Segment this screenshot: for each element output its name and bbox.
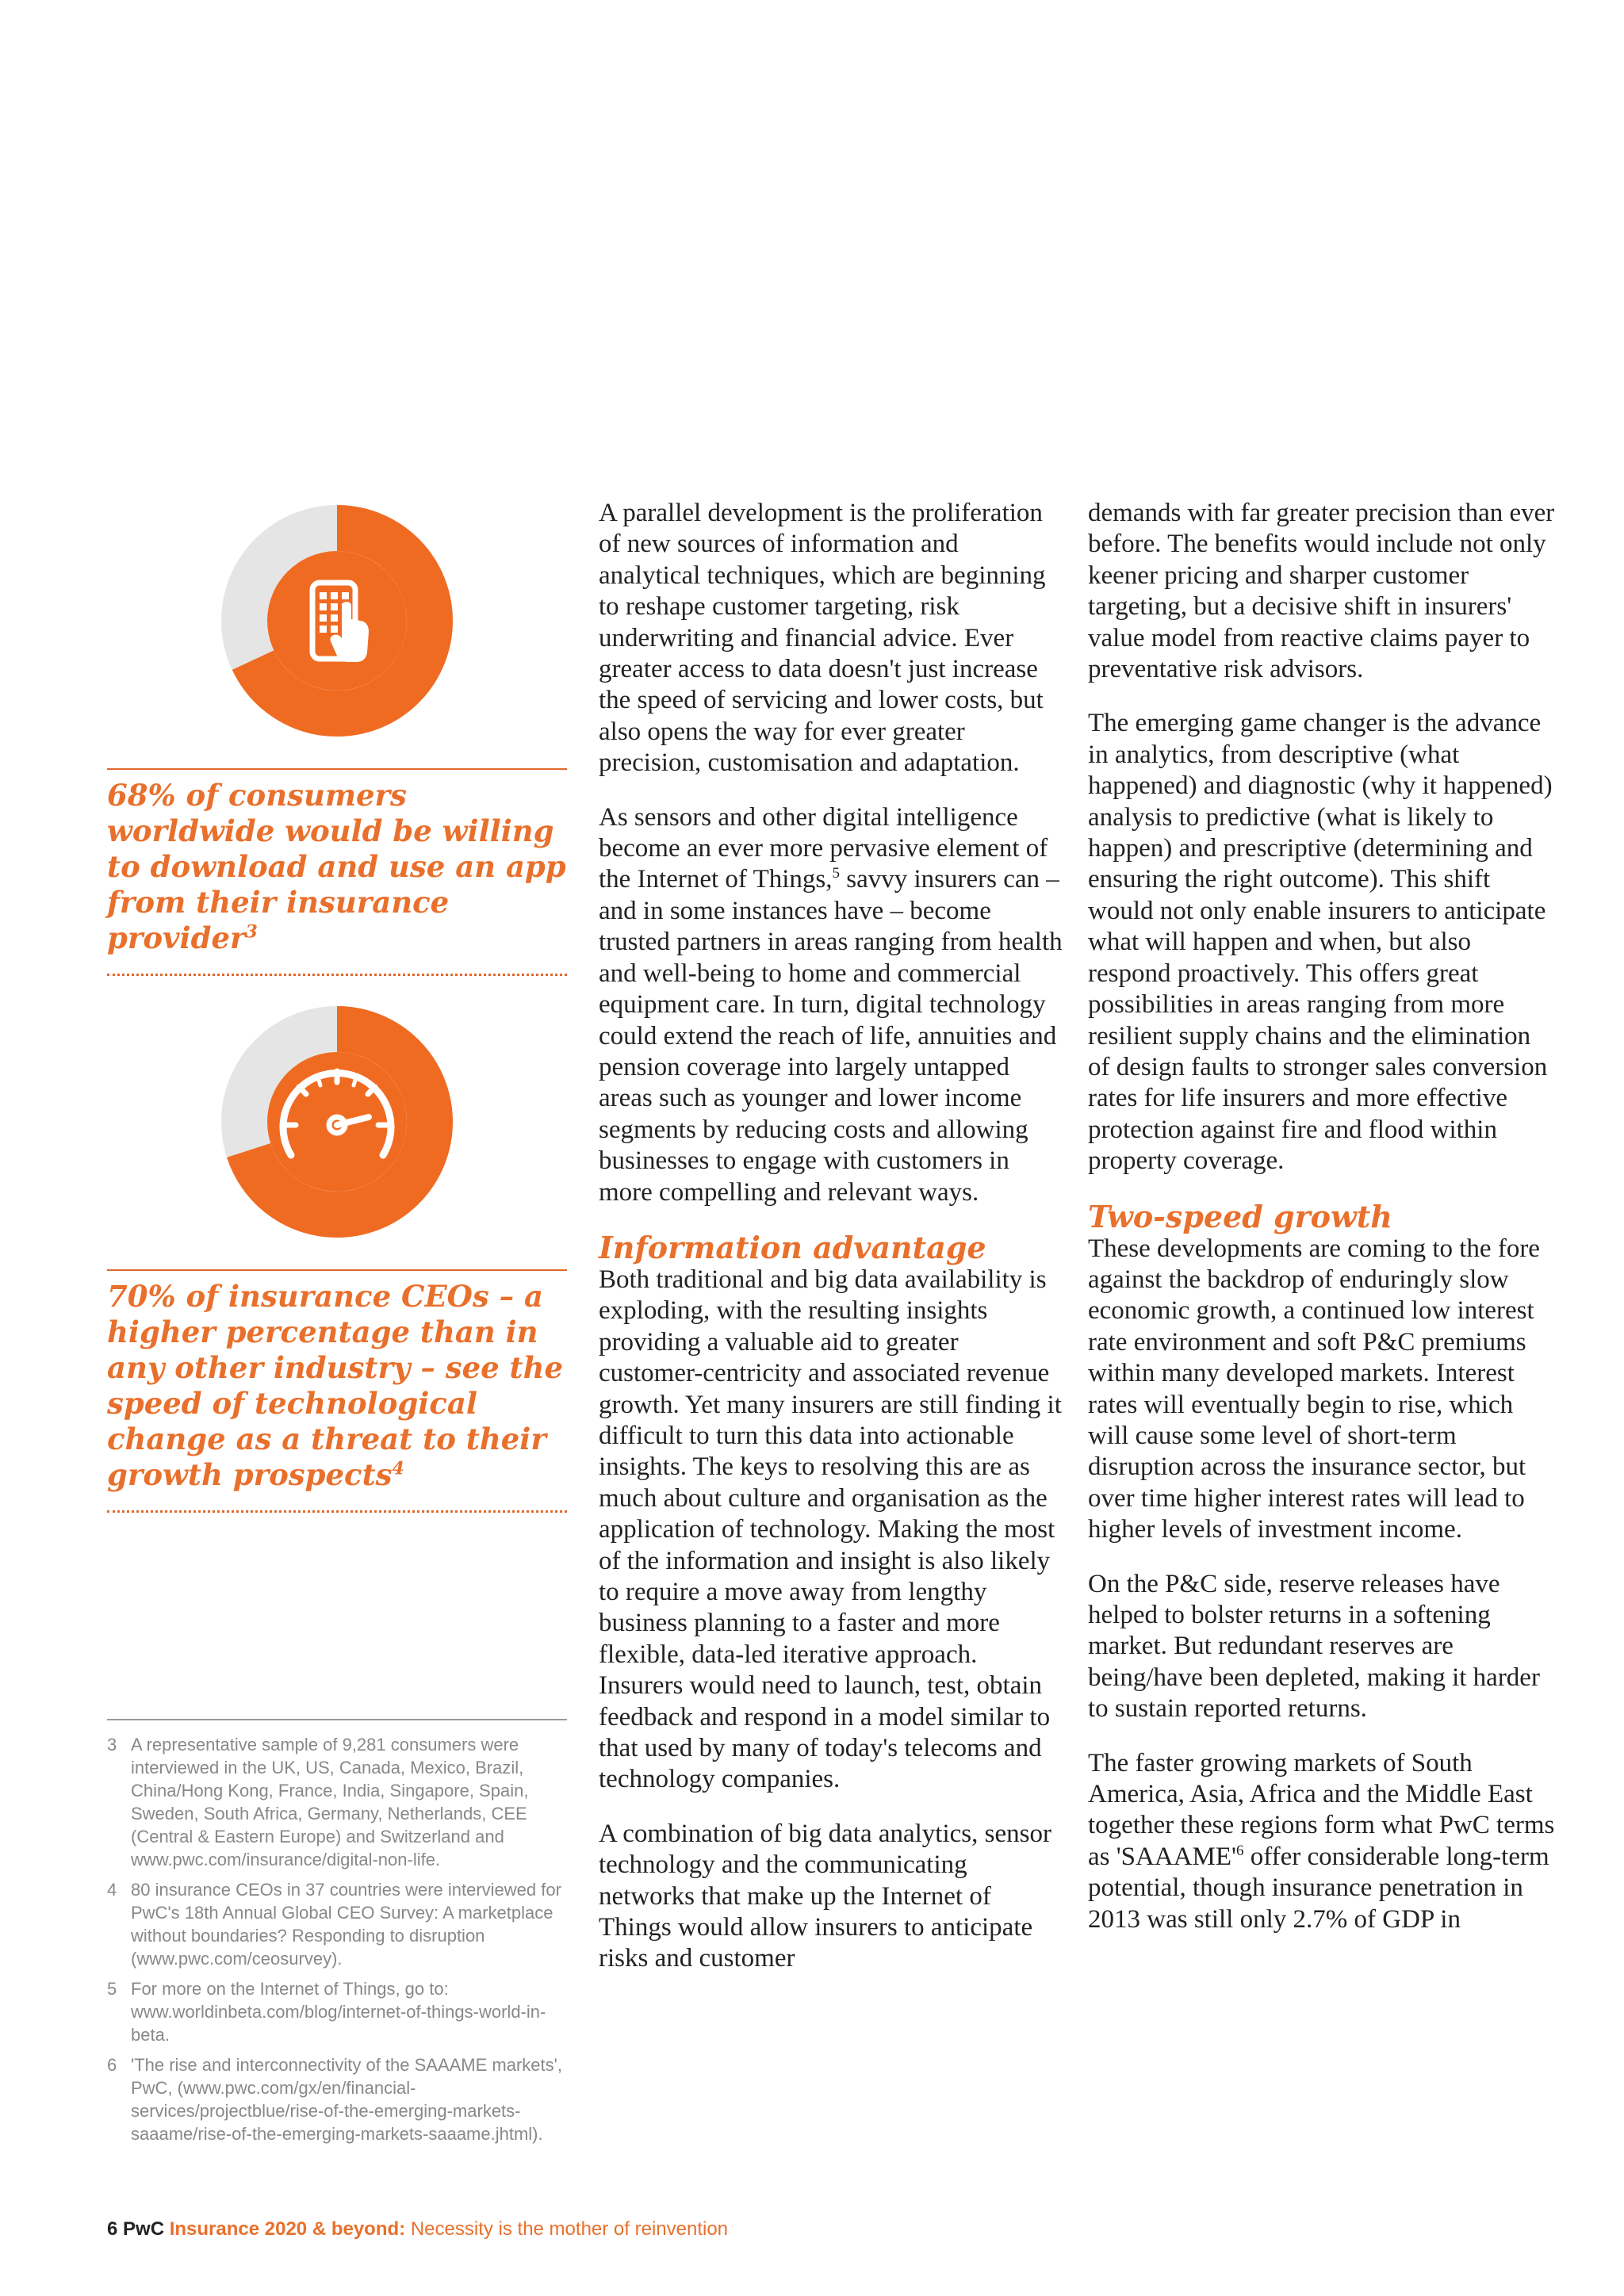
- rule-top: [107, 768, 567, 770]
- paragraph: These developments are coming to the fore against the backdrop of enduringly slow economic growth, a continued low interest rate environment and soft P&C premiums within many developed markets. Interest rates will eventually begin to rise, which will cause some level of short-term disruption across the insurance sector, but over time higher interest rates will lead to higher levels of investment income.: [1088, 1234, 1540, 1544]
- stat-callout-ceos: [107, 1269, 567, 1513]
- paragraph: [1088, 1748, 1556, 1935]
- paragraph: [599, 802, 1067, 1208]
- body-column-right: [1088, 498, 1556, 1958]
- footnote-ref-5[interactable]: 5: [832, 865, 840, 882]
- body-column-middle: [599, 498, 1067, 1998]
- report-subtitle: Necessity is the mother of reinvention: [410, 2218, 729, 2240]
- footnote-text: 80 insurance CEOs in 37 countries were interviewed for PwC's 18th Annual Global CEO Survey: A marketplace without boundaries? Responding to disruption (www.pwc.com/ceosurvey).: [131, 1880, 561, 1969]
- brand-name: PwC: [123, 2218, 165, 2240]
- footnote-number: 6: [107, 2055, 117, 2075]
- footnote-number: 4: [107, 1880, 117, 1900]
- paragraph: A parallel development is the proliferation of new sources of information and analytical techniques, which are beginning to reshape customer targeting, risk underwriting and financial advice. Ever greater access to data doesn't just increase the speed of servicing and lower costs, but also opens the way for ever greater precision, customisation and adaptation.: [599, 499, 1046, 778]
- rule-top: [107, 1269, 567, 1271]
- report-title: Insurance 2020 & beyond:: [169, 2218, 406, 2240]
- section-heading-information-advantage: Information advantage: [599, 1229, 986, 1265]
- paragraph: demands with far greater precision than ever before. The benefits would include not only keener pricing and sharper customer targeting, but a decisive shift in insurers' value model from reactive claims payer to preventative risk advisors.: [1088, 499, 1555, 684]
- footnote-ref-3[interactable]: 3: [245, 921, 258, 943]
- paragraph-text: The faster growing markets of South America, Asia, Africa and the Middle East together these regions form what PwC terms as 'SAAAME': [1088, 1748, 1555, 1871]
- paragraph-text: savvy insurers can – and in some instances have – become trusted partners in areas ranging from health and well-being to home and commercial equipment care. In turn, digital technology could extend the reach of life, annuities and pension coverage into largely untapped areas such as younger and lower income segments by reducing costs and allowing businesses to engage with customers in more compelling and relevant ways.: [599, 865, 1063, 1207]
- stat-callout-consumers: [107, 768, 567, 976]
- rule-bottom-dotted: [107, 1510, 567, 1513]
- donut-svg-ceos: [221, 1006, 453, 1238]
- donut-chart-ceos: [221, 1006, 453, 1238]
- footnote-text: A representative sample of 9,281 consumers were interviewed in the UK, US, Canada, Mexico, Brazil, China/Hong Kong, France, India, Singapore, Spain, Sweden, South Africa, Germany, Netherlands, CEE (Central & Eastern Europe) and Switzerland and www.pwc.com/insurance/digital-non-life.: [131, 1735, 529, 1869]
- stat-text-consumers: [107, 778, 567, 956]
- rule-bottom-dotted: [107, 974, 567, 976]
- donut-chart-consumers: [221, 505, 453, 737]
- donut-svg-consumers: [221, 505, 453, 737]
- section-heading-two-speed-growth: Two-speed growth: [1088, 1198, 1392, 1234]
- page-footer: [107, 2218, 728, 2241]
- footnote-ref-6[interactable]: 6: [1235, 1842, 1244, 1859]
- paragraph: The emerging game changer is the advance in analytics, from descriptive (what happened) and diagnostic (why it happened) analysis to predictive (what is likely to happen) and prescriptive (determining and ensuring the right outcome). This shift would not only enable insurers to anticipate what will happen and when, but also respond proactively. This offers great possibilities in areas ranging from more resilient supply chains and the elimination of design faults to stronger sales conversion rates for life insurers and more effective protection against fire and flood within property coverage.: [1088, 709, 1553, 1176]
- stat-text-ceos: [107, 1279, 567, 1493]
- page-number: 6: [107, 2218, 118, 2240]
- stat-text-ceos-body: 70% of insurance CEOs – a higher percentage than in any other industry – see the speed of technological change as a threat to their growth prospects: [107, 1279, 564, 1492]
- stat-text-consumers-body: 68% of consumers worldwide would be willing to download and use an app from their insurance provider: [107, 778, 566, 955]
- paragraph: A combination of big data analytics, sensor technology and the communicating networks that make up the Internet of Things would allow insurers to anticipate risks and customer: [599, 1819, 1051, 1973]
- paragraph-text: As sensors and other digital intelligence become an ever more pervasive element of the Internet of Things,: [599, 802, 1048, 894]
- paragraph-text: offer considerable long-term potential, though insurance penetration in 2013 was still only 2.7% of GDP in: [1088, 1842, 1549, 1934]
- footnote-number: 3: [107, 1735, 117, 1755]
- footnotes: [107, 1719, 567, 2152]
- footnote-text: 'The rise and interconnectivity of the SAAAME markets', PwC, (www.pwc.com/gx/en/financial-services/projectblue/rise-of-the-emerging-markets-saaame/rise-of-the-emerging-markets-saaame.jhtml).: [131, 2055, 562, 2144]
- footnote-text: For more on the Internet of Things, go to: www.worldinbeta.com/blog/internet-of-things-world-in-beta.: [131, 1979, 546, 2045]
- footnote-6: [107, 2053, 567, 2145]
- paragraph: On the P&C side, reserve releases have helped to bolster returns in a softening market. But redundant reserves are being/have been depleted, making it harder to sustain reported returns.: [1088, 1569, 1540, 1724]
- footnote-ref-4[interactable]: 4: [392, 1458, 404, 1479]
- footnote-number: 5: [107, 1979, 117, 1999]
- footnote-4: [107, 1878, 567, 1970]
- paragraph: Both traditional and big data availability is exploding, with the resulting insights providing a valuable aid to greater customer-centricity and associated revenue growth. Yet many insurers are still finding it difficult to turn this data into actionable insights. The keys to resolving this are as much about culture and organisation as the application of technology. Making the most of the information and insight is also likely to require a move away from lengthy business planning to a faster and more flexible, data-led iterative approach. Insurers would need to launch, test, obtain feedback and respond in a model similar to that used by many of today's telecoms and technology companies.: [599, 1265, 1062, 1794]
- footnote-5: [107, 1977, 567, 2046]
- footnote-3: [107, 1733, 567, 1871]
